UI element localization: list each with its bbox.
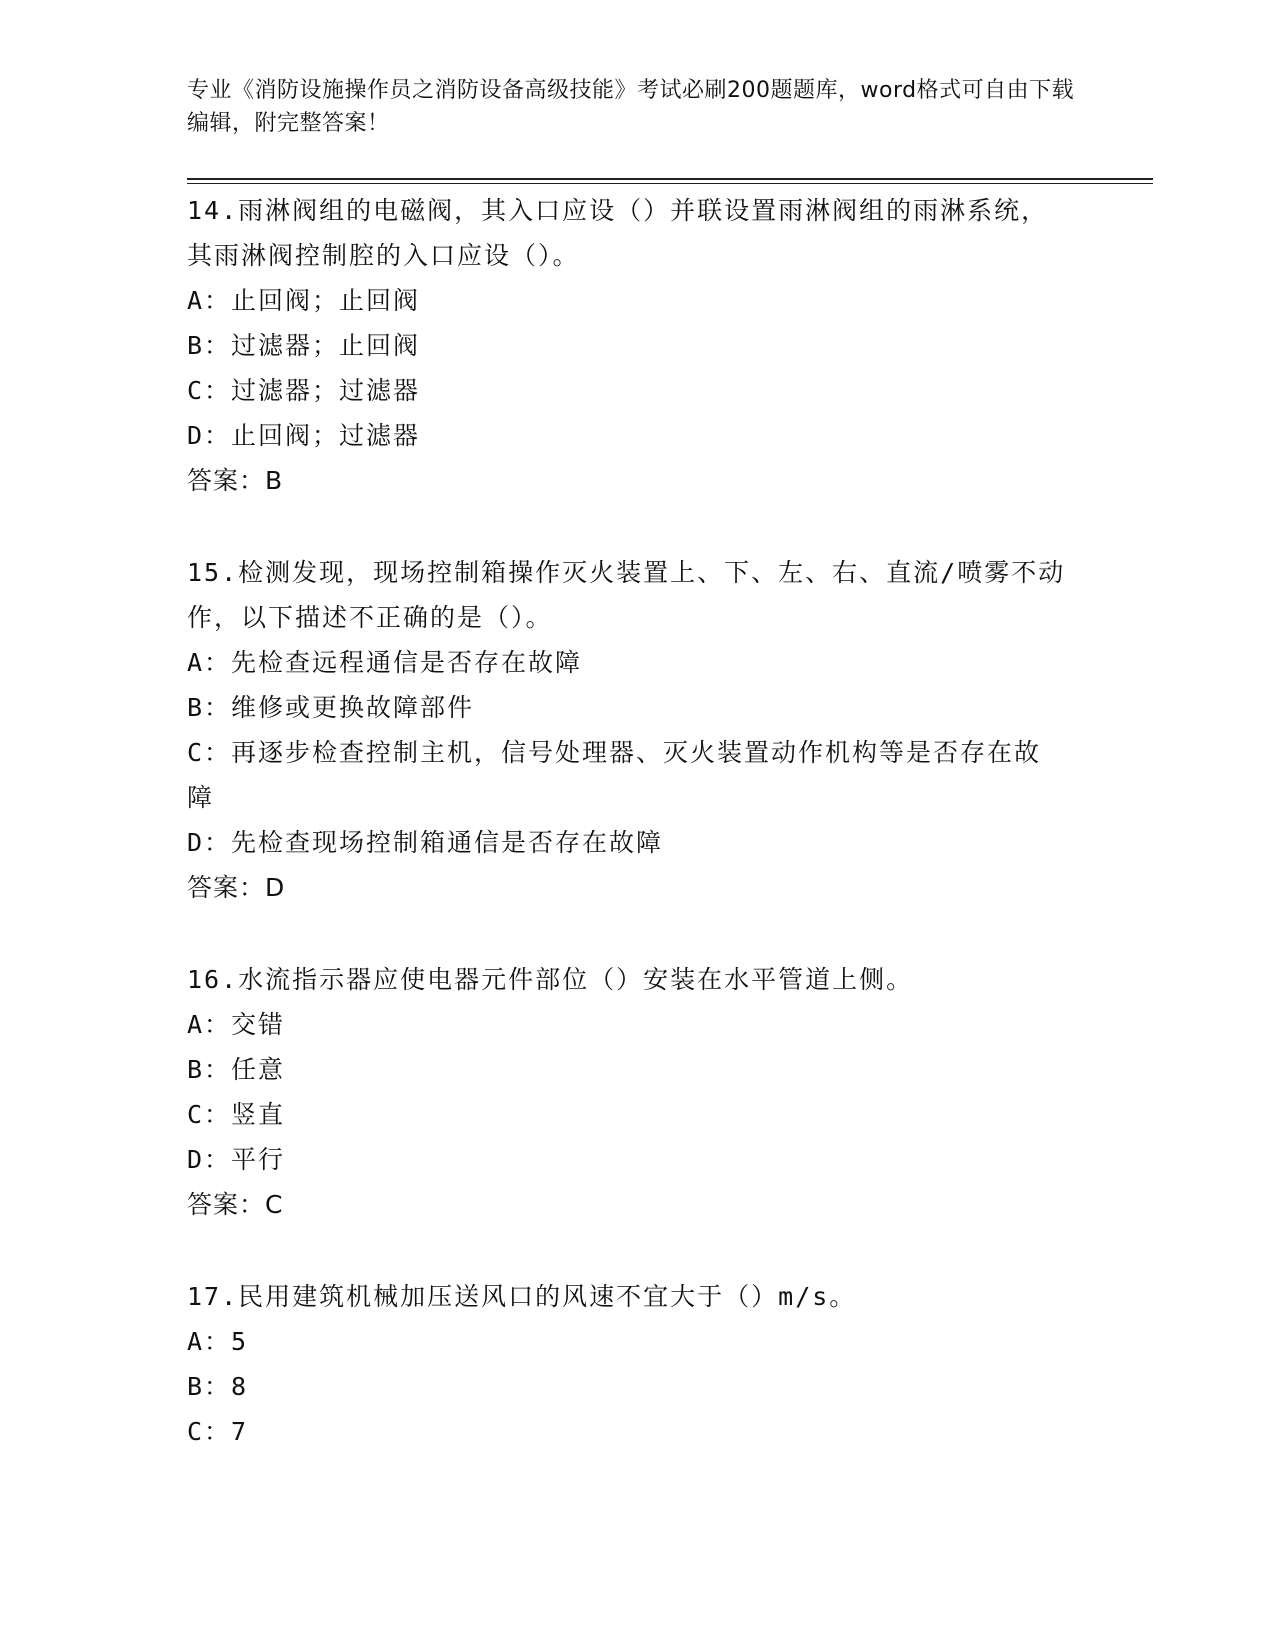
document-header: 专业《消防设施操作员之消防设备高级技能》考试必刷200题题库，word格式可自由下载编辑，附完整答案！ [187, 78, 1075, 136]
option-a: A：5 [187, 1327, 249, 1356]
option-b: B：8 [187, 1372, 249, 1401]
option-d: D：平行 [187, 1145, 286, 1174]
header-divider-thin [187, 183, 1153, 184]
option-a: A：止回阀；止回阀 [187, 286, 421, 315]
question-text: 15.检测发现，现场控制箱操作灭火装置上、下、左、右、直流/喷雾不动作，以下描述不正确的是（）。 [187, 558, 1066, 632]
option-d: D：先检查现场控制箱通信是否存在故障 [187, 828, 664, 857]
question-17 [187, 1274, 1087, 1454]
question-list [187, 188, 1087, 1501]
option-c: C：再逐步检查控制主机，信号处理器、灭火装置动作机构等是否存在故障 [187, 738, 1042, 812]
option-c: C：竖直 [187, 1100, 286, 1129]
option-b: B：任意 [187, 1055, 286, 1084]
option-b: B：维修或更换故障部件 [187, 693, 475, 722]
option-c: C：过滤器；过滤器 [187, 376, 421, 405]
question-16 [187, 957, 1087, 1227]
question-text: 16.水流指示器应使电器元件部位（）安装在水平管道上侧。 [187, 965, 914, 994]
question-14 [187, 188, 1087, 503]
question-15 [187, 550, 1087, 910]
question-text: 17.民用建筑机械加压送风口的风速不宜大于（）m/s。 [187, 1282, 857, 1311]
header-divider-thick [187, 178, 1153, 180]
question-text: 14.雨淋阀组的电磁阀，其入口应设（）并联设置雨淋阀组的雨淋系统，其雨淋阀控制腔的入口应设（）。 [187, 196, 1049, 270]
option-d: D：止回阀；过滤器 [187, 421, 421, 450]
answer-label: 答案：B [187, 466, 284, 495]
option-a: A：交错 [187, 1010, 286, 1039]
option-c: C：7 [187, 1417, 249, 1446]
answer-label: 答案：D [187, 873, 286, 902]
option-a: A：先检查远程通信是否存在故障 [187, 648, 583, 677]
option-b: B：过滤器；止回阀 [187, 331, 421, 360]
answer-label: 答案：C [187, 1190, 284, 1219]
